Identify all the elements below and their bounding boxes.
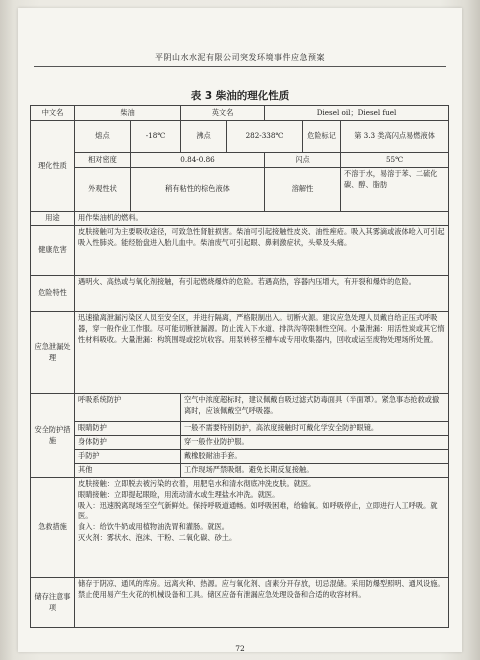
danger-label: 危险特性 bbox=[31, 276, 75, 312]
name-cn-value: 柴油 bbox=[75, 106, 181, 121]
spill-value: 迅速撤离泄漏污染区人员至安全区，并进行隔离，严格限制出入。切断火源。建议应急处理人员戴自给正压式呼吸器，穿一般作业工作服。尽可能切断泄漏源。防止流入下水道、排洪沟等限制性空间。小量泄漏：用活性炭或其它惰性材料吸收。大量泄漏：构筑围堤或挖坑收容。用泵转移至槽车或专用收集器内，回收或运至废物处理场所处置。 bbox=[75, 312, 449, 394]
page-number: 72 bbox=[235, 644, 245, 653]
protect-label: 安全防护措施 bbox=[31, 394, 75, 478]
table-row bbox=[31, 478, 449, 578]
health-label: 健康危害 bbox=[31, 226, 75, 276]
usage-value: 用作柴油机的燃料。 bbox=[75, 212, 449, 226]
table-row bbox=[31, 436, 449, 450]
table-title: 表 3 柴油的理化性质 bbox=[190, 90, 290, 102]
solubility-value: 不溶于水，易溶于苯、二硫化碳、醇、脂肪 bbox=[341, 168, 449, 212]
table-row bbox=[31, 106, 449, 121]
protect-item-label: 其他 bbox=[75, 464, 181, 478]
density-label: 相对密度 bbox=[75, 153, 131, 168]
first-aid-value bbox=[75, 478, 449, 578]
table-row bbox=[31, 578, 449, 628]
first-aid-label: 急救措施 bbox=[31, 478, 75, 578]
appearance-label: 外观性状 bbox=[75, 168, 131, 212]
protect-item-value: 一般不需要特别防护，高浓度接触时可戴化学安全防护眼镜。 bbox=[181, 422, 449, 436]
protect-item-label: 身体防护 bbox=[75, 436, 181, 450]
solubility-label: 溶解性 bbox=[265, 168, 341, 212]
table-row bbox=[31, 226, 449, 276]
protect-item-label: 眼睛防护 bbox=[75, 422, 181, 436]
flash-value: 55℃ bbox=[341, 153, 449, 168]
table-row bbox=[31, 450, 449, 464]
table-row bbox=[31, 168, 449, 212]
table-row bbox=[31, 464, 449, 478]
first-aid-item: 眼睛接触：立即提起眼睑，用流动清水或生理盐水冲洗。就医。 bbox=[78, 489, 280, 499]
first-aid-item: 食入：给饮牛奶或用植物油洗胃和灌肠。就医。 bbox=[78, 522, 229, 532]
properties-table bbox=[30, 105, 449, 628]
table-row bbox=[31, 422, 449, 436]
usage-label: 用途 bbox=[31, 212, 75, 226]
table-row bbox=[31, 276, 449, 312]
boiling-label: 沸点 bbox=[181, 121, 227, 153]
table-row bbox=[31, 153, 449, 168]
first-aid-item: 吸入：迅速脱离现场至空气新鲜处。保持呼吸道通畅。如呼吸困难，给输氧。如呼吸停止，立即进行人工呼吸。就医。 bbox=[78, 500, 438, 521]
protect-item-value: 工作现场严禁吸烟。避免长期反复接触。 bbox=[181, 464, 449, 478]
name-en-value: Diesel oil；Diesel fuel bbox=[265, 106, 449, 121]
name-en-label: 英文名 bbox=[181, 106, 265, 121]
document-page bbox=[18, 8, 462, 652]
physchem-label: 理化性质 bbox=[31, 121, 75, 212]
first-aid-item: 灭火剂：雾状水、泡沫、干粉、二氧化碳、砂土。 bbox=[78, 532, 237, 542]
storage-label: 储存注意事项 bbox=[31, 578, 75, 628]
health-value: 皮肤接触可为主要吸收途径，可致急性肾脏损害。柴油可引起接触性皮炎、油性痤疮。吸入其雾滴或液体呛入可引起吸入性肺炎。能经胎盘进入胎儿血中。柴油废气可引起眼、鼻刺激症状，头晕及头痛。 bbox=[75, 226, 449, 276]
boiling-value: 282-338℃ bbox=[227, 121, 303, 153]
density-value: 0.84-0.86 bbox=[131, 153, 265, 168]
spill-label: 应急泄漏处理 bbox=[31, 312, 75, 394]
table-row bbox=[31, 121, 449, 153]
hazard-label: 危险标记 bbox=[303, 121, 341, 153]
protect-item-label: 呼吸系统防护 bbox=[75, 394, 181, 422]
table-row bbox=[31, 394, 449, 422]
storage-value: 储存于阴凉、通风的库房。远离火种、热源。应与氧化剂、卤素分开存放，切忌混储。采用防爆型照明、通风设施。禁止使用易产生火花的机械设备和工具。储区应备有泄漏应急处理设备和合适的收容材料。 bbox=[75, 578, 449, 628]
appearance-value: 稍有粘性的棕色液体 bbox=[131, 168, 265, 212]
protect-item-value: 空气中浓度超标时，建议佩戴自吸过滤式防毒面具（半面罩）。紧急事态抢救或撤离时，应该佩戴空气呼吸器。 bbox=[181, 394, 449, 422]
page-header: 平阴山水水泥有限公司突发环境事件应急预案 bbox=[34, 52, 446, 67]
name-cn-label: 中文名 bbox=[31, 106, 75, 121]
flash-label: 闪点 bbox=[265, 153, 341, 168]
hazard-value: 第 3.3 类高闪点易燃液体 bbox=[341, 121, 449, 153]
melting-value: -18℃ bbox=[131, 121, 181, 153]
protect-item-label: 手防护 bbox=[75, 450, 181, 464]
first-aid-item: 皮肤接触：立即脱去被污染的衣着，用肥皂水和清水彻底冲洗皮肤。就医。 bbox=[78, 479, 316, 488]
melting-label: 熔点 bbox=[75, 121, 131, 153]
protect-item-value: 穿一般作业防护服。 bbox=[181, 436, 449, 450]
danger-value: 遇明火、高热或与氧化剂接触，有引起燃烧爆炸的危险。若遇高热，容器内压增大，有开裂和爆炸的危险。 bbox=[75, 276, 449, 312]
table-row bbox=[31, 212, 449, 226]
table-row bbox=[31, 312, 449, 394]
protect-item-value: 戴橡胶耐油手套。 bbox=[181, 450, 449, 464]
